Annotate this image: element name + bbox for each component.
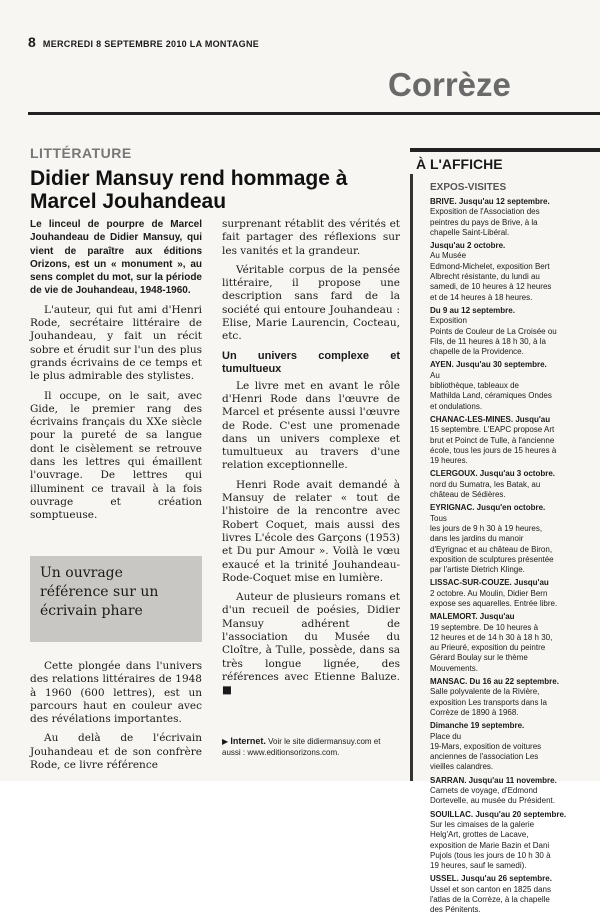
paper-name: LA MONTAGNE: [189, 39, 260, 49]
arrow-icon: ▶: [222, 737, 231, 746]
paragraph: Véritable corpus de la pensée littéraire, il propose une description sans fard de la société qui entoure Jouhandeau : Elise, Marie Laurencin, Cocteau, etc.: [222, 263, 400, 343]
event-line: Gérard Boulay sur le thème: [430, 653, 528, 663]
event-line: exposition de sculptures présentée: [430, 554, 554, 564]
paragraph: Cette plongée dans l'univers des relations littéraires de 1948 à 1960 (600 lettres), est un parcours haut en couleur avec des révélations importantes.: [30, 660, 202, 726]
event-line: SARRAN. Jusqu'au 11 novembre.: [430, 775, 557, 785]
event-line: Au Musée: [430, 251, 467, 261]
event-line: Ussel et son canton en 1825 dans: [430, 884, 551, 894]
dateline: MERCREDI 8 SEPTEMBRE 2010: [42, 39, 187, 49]
event-line: d'Eyrignac et au château de Biron,: [430, 544, 553, 554]
event-line: Carnets de voyage, d'Edmond: [430, 786, 538, 796]
event-line: AYEN. Jusqu'au 30 septembre.: [430, 360, 547, 370]
event-line: au Prieuré, exposition du peintre: [430, 643, 546, 653]
event-line: anciennes de l'association Les: [430, 752, 539, 762]
event-line: Du 9 au 12 septembre.: [430, 305, 515, 315]
sidebar-title: À L'AFFICHE: [416, 156, 503, 172]
pull-quote: Un ouvrage référence sur un écrivain phare: [30, 556, 202, 642]
event-line: bibliothèque, tableaux de: [430, 381, 519, 391]
event-line: Edmond-Michelet, exposition Bert: [430, 261, 550, 271]
event-line: USSEL. Jusqu'au 26 septembre.: [430, 874, 552, 884]
event-line: 15 septembre. L'EAPC propose Art: [430, 425, 555, 435]
event-line: Points de Couleur de La Croisée ou: [430, 326, 557, 336]
article-subhead: Un univers complexe et tumultueux: [222, 349, 400, 375]
event-line: EYRIGNAC. Jusqu'en octobre.: [430, 503, 546, 513]
sidebar-top-rule: [410, 148, 600, 152]
event-line: 2 octobre. Au Moulin, Didier Bern: [430, 588, 548, 598]
event-line: école, tous les jours de 15 heures à: [430, 445, 557, 455]
event-line: nord du Sumatra, les Batak, au: [430, 479, 541, 489]
page-number: 8: [28, 34, 37, 50]
page-header: [28, 34, 259, 50]
event-line: Corrèze de 1890 à 1968.: [430, 707, 519, 717]
event-line: SOUILLAC. Jusqu'au 20 septembre.: [430, 809, 567, 819]
event-line: château de Sédières.: [430, 490, 506, 500]
event-line: Salle polyvalente de la Rivière,: [430, 687, 540, 697]
section-title: Corrèze: [388, 66, 511, 103]
event-line: brut et Poinct de Tulle, à l'ancienne: [430, 435, 555, 445]
event-line: par l'artiste Dietrich Klinge.: [430, 565, 525, 575]
event-line: et ondulations.: [430, 401, 483, 411]
event-line: chapelle Saint-Libéral.: [430, 227, 510, 237]
event-line: chapelle de la Providence.: [430, 347, 524, 357]
event-line: l'atlas de la Corrèze, à la chapelle: [430, 895, 550, 904]
event-line: MANSAC. Du 16 au 22 septembre.: [430, 677, 559, 687]
event-line: Dortevelle, au musée du Président.: [430, 796, 555, 806]
event-line: 19 heures, sauf le samedi).: [430, 861, 527, 871]
event-line: des Pénitents.: [430, 905, 481, 915]
paragraph: L'auteur, qui fut ami d'Henri Rode, secrétaire littéraire de Jouhandeau, y fait un récit sobre et érudit sur l'un des plus grands écrivains de ce temps et le plus admirable des stylistes.: [30, 303, 202, 383]
event-line: exposition Les transports dans la: [430, 697, 547, 707]
event-line: vieilles calandres.: [430, 762, 494, 772]
event-line: samedi, de 10 heures à 12 heures: [430, 282, 552, 292]
sidebar-left-rule: [410, 174, 413, 781]
event-line: CHANAC-LES-MINES. Jusqu'au: [430, 414, 551, 424]
article-rubric: LITTÉRATURE: [30, 145, 132, 161]
event-line: dans les jardins du manoir: [430, 534, 524, 544]
event-line: peintres du pays de Brive, à la: [430, 217, 538, 227]
article-headline: Didier Mansuy rend hommage à Marcel Jouhandeau: [30, 167, 348, 213]
event-line: Tous: [430, 513, 447, 523]
event-line: MALEMORT. Jusqu'au: [430, 612, 515, 622]
event-line: Au: [430, 370, 440, 380]
event-line: expose ses aquarelles. Entrée libre.: [430, 598, 558, 608]
internet-note: [222, 736, 400, 758]
event-list: [410, 197, 610, 916]
paragraph: surprenant rétablit des vérités et fait partager des réflexions sur les vanités et la grandeur.: [222, 218, 400, 257]
event-line: Helg'Art, grottes de Lacave,: [430, 830, 529, 840]
article-column-2: [222, 218, 400, 704]
event-line: LISSAC-SUR-COUZE. Jusqu'au: [430, 578, 549, 588]
event-line: 19 heures.: [430, 456, 468, 466]
event-line: Exposition: [430, 316, 467, 326]
article-column-1-bottom: [30, 660, 202, 778]
event-line: 12 heures et de 14 h 30 à 18 h 30,: [430, 632, 553, 642]
header-rule: [28, 112, 600, 115]
event-line: 19-Mars, exposition de voitures: [430, 741, 542, 751]
paragraph: Henri Rode avait demandé à Mansuy de relater « tout de l'histoire de la rencontre avec Robert Coquet, mais aussi des livres L'école des Garçons (1953) et Du pur Amour ». Voilà le vœu exaucé et la trinité Jouhandeau-Rode-Coquet mise en lumière.: [222, 478, 400, 584]
event-line: exposition de Marie Bazin et Dani: [430, 840, 550, 850]
event-line: Fils, de 11 heures à 18 h 30, à la: [430, 336, 546, 346]
event-line: Mathilda Land, céramiques Ondes: [430, 391, 552, 401]
paragraph: Le livre met en avant le rôle d'Henri Rode dans l'œuvre de Marcel et présente aussi l'œuvre de Rode. C'est une promenade dans un univers complexe et tumultueux au travers d'une relation exceptionnelle.: [222, 379, 400, 472]
event-line: Jusqu'au 2 octobre.: [430, 241, 506, 251]
internet-label: Internet.: [230, 736, 266, 746]
event-line: Exposition de l'Association des: [430, 207, 540, 217]
paragraph: Auteur de plusieurs romans et d'un recueil de poésies, Didier Mansuy adhérent de l'association du Musée du Cloître, à Tulle, possède, dans sa très longue lignée, des références avec Etienne Baluze. ■: [222, 591, 400, 697]
event-line: CLERGOUX. Jusqu'au 3 octobre.: [430, 469, 556, 479]
event-line: et de 14 heures à 18 heures.: [430, 292, 533, 302]
event-line: 19 septembre. De 10 heures à: [430, 622, 539, 632]
event-line: Dimanche 19 septembre.: [430, 721, 525, 731]
event-line: les jours de 9 h 30 à 19 heures,: [430, 523, 543, 533]
event-line: Sur les cimaises de la galerie: [430, 819, 535, 829]
event-line: BRIVE. Jusqu'au 12 septembre.: [430, 197, 550, 206]
paragraph: Au delà de l'écrivain Jouhandeau et de son confrère Rode, ce livre référence: [30, 732, 202, 772]
article-column-1: [30, 218, 202, 529]
event-line: Place du: [430, 731, 462, 741]
internet-links: Voir le site didiermansuy.com et aussi : www.editionsorizons.com.: [222, 737, 381, 757]
event-line: Mouvements.: [430, 663, 479, 673]
event-line: Pujols (tous les jours de 10 h 30 à: [430, 850, 551, 860]
article-lead: Le linceul de pourpre de Marcel Jouhandeau de Didier Mansuy, qui vient de paraître aux éditions Orizons, est un « monument », au sens complet du mot, sur la période de vie de Jouhandeau, 1948-1960.: [30, 219, 202, 297]
sidebar-subtitle: EXPOS-VISITES: [430, 182, 507, 193]
event-line: Albrecht résistante, du lundi au: [430, 272, 540, 282]
sidebar-agenda: [410, 148, 600, 915]
paragraph: Il occupe, on le sait, avec Gide, le premier rang des écrivains français du XXe siècle pour la pureté de sa langue dont le cisèlement se retrouve dans les lettres qui émaillent l'ouvrage. De lettres qui illuminent ce travail à la fois ouvrage et création somptueuse.: [30, 389, 202, 522]
